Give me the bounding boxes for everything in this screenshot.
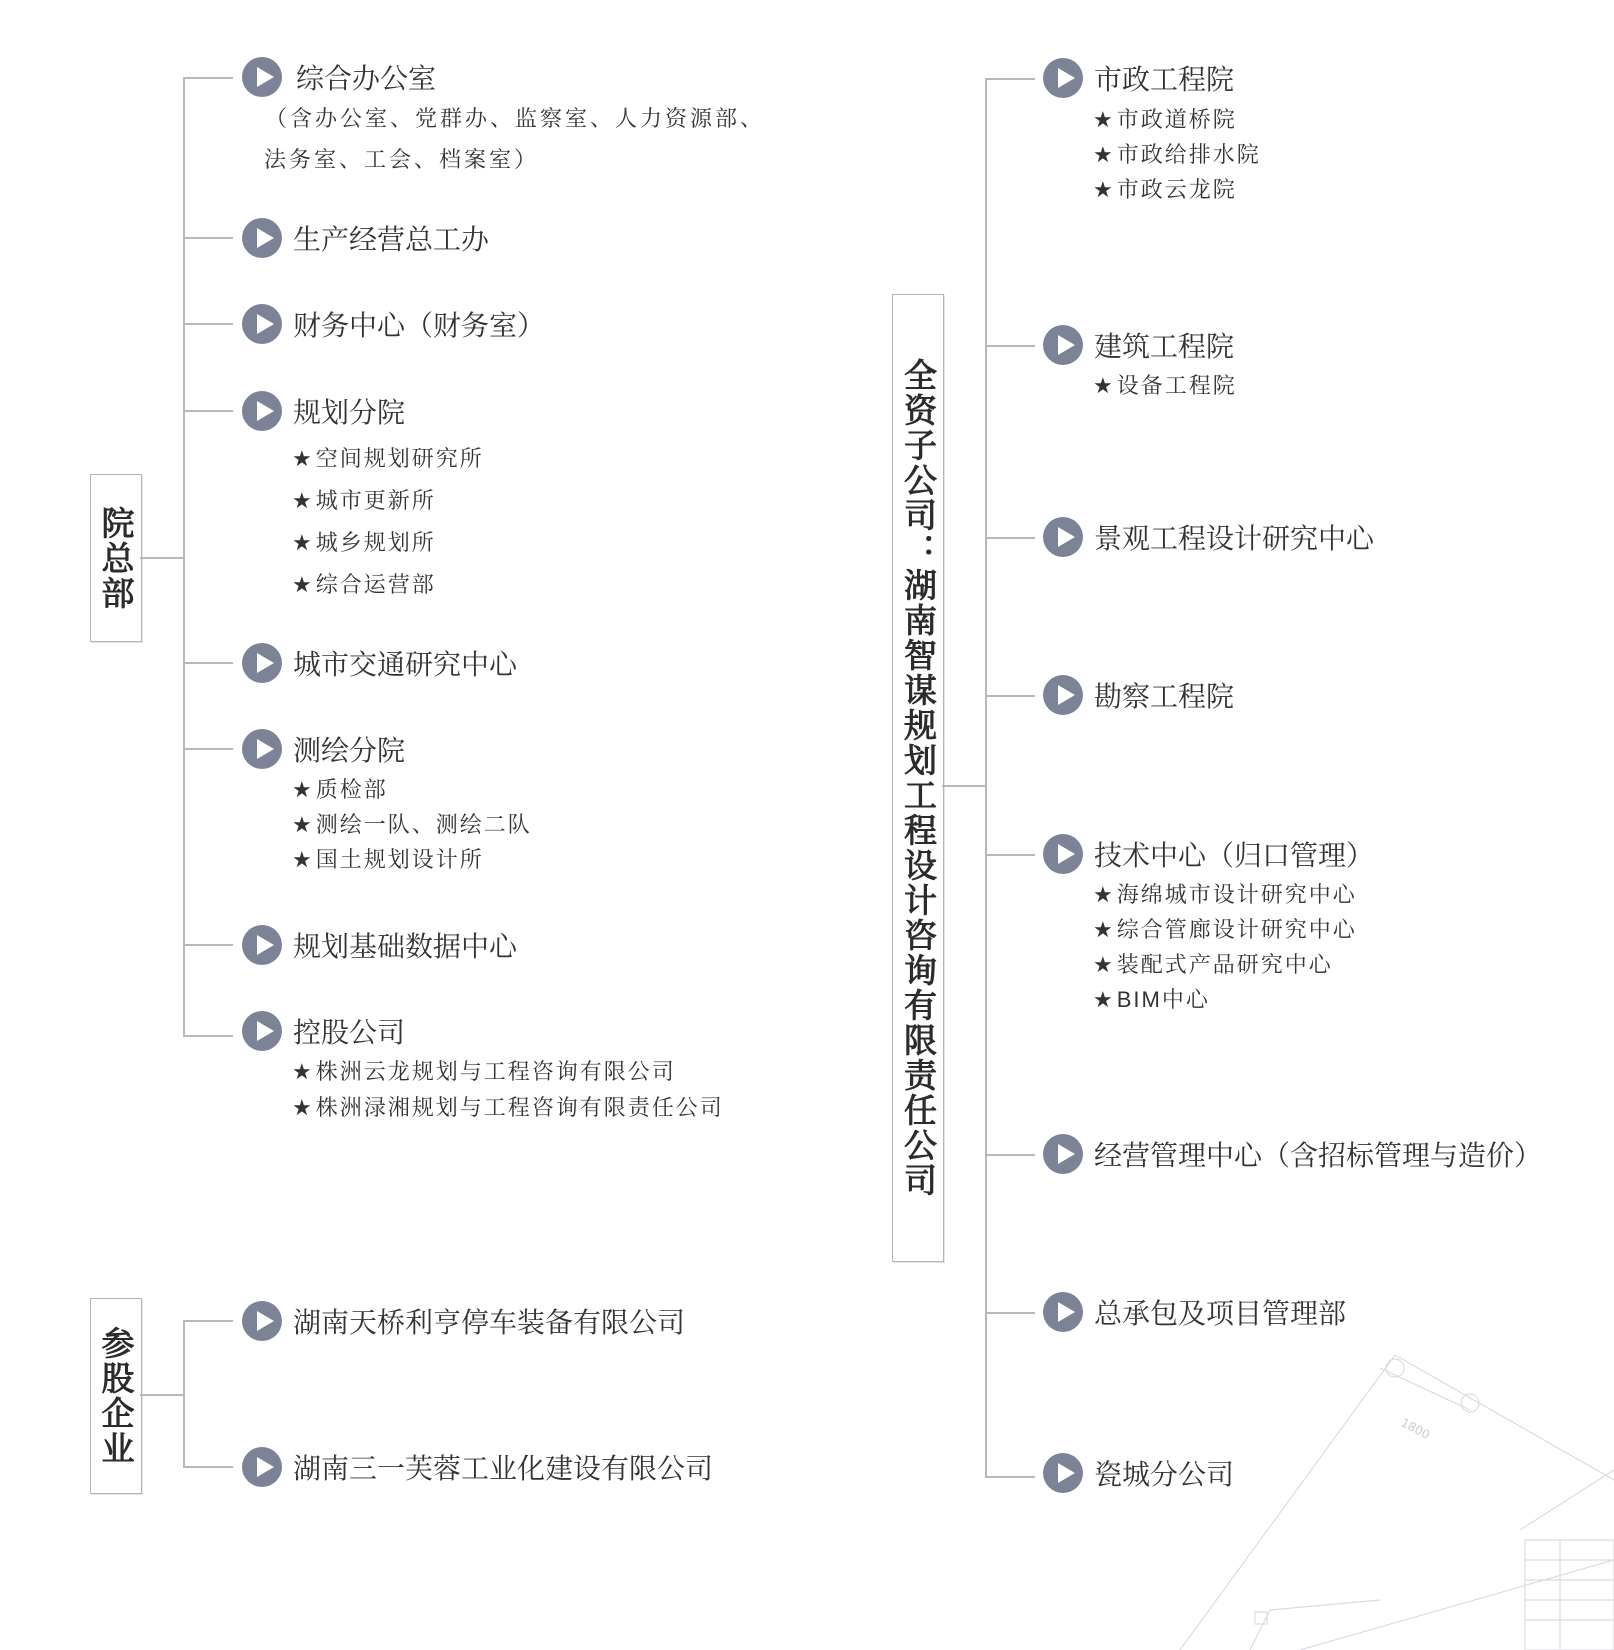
play-icon (1043, 675, 1083, 715)
play-icon (242, 643, 282, 683)
play-icon (1043, 834, 1083, 874)
unit-tianqiao-lihong (242, 1298, 685, 1344)
play-icon (1043, 58, 1083, 98)
unit-label: 城市交通研究中心 (293, 649, 518, 680)
play-icon (1043, 325, 1083, 365)
play-icon (242, 391, 282, 431)
group-headquarters: 院总部 (90, 474, 142, 642)
sub-unit: ★综合管廊设计研究中心 (1093, 917, 1357, 942)
play-icon (1043, 1292, 1083, 1332)
unit-label: 规划分院 (293, 397, 406, 428)
unit-label: 规划基础数据中心 (293, 931, 518, 962)
dimension-label: 1800 (1398, 1415, 1433, 1442)
star-icon: ★ (1093, 952, 1115, 977)
connector (985, 1154, 1035, 1156)
sub-unit: ★BIM中心 (1093, 987, 1210, 1012)
connector (183, 1320, 185, 1468)
unit-label: 控股公司 (293, 1017, 406, 1048)
play-icon (242, 1301, 282, 1341)
unit-survey-institute (1043, 672, 1234, 718)
unit-label: 经营管理中心（含招标管理与造价） (1094, 1140, 1543, 1171)
play-icon (1043, 1134, 1083, 1174)
unit-holding-companies (242, 1008, 724, 1126)
unit-label: 测绘分院 (293, 735, 406, 766)
sub-unit: ★装配式产品研究中心 (1093, 952, 1333, 977)
sub-unit: ★测绘一队、测绘二队 (292, 812, 532, 837)
connector (942, 785, 986, 787)
unit-cicheng-branch (1043, 1450, 1234, 1496)
connector (183, 77, 233, 79)
play-icon (1043, 1453, 1083, 1493)
play-icon (242, 1447, 282, 1487)
unit-label: 市政工程院 (1094, 64, 1235, 95)
star-icon: ★ (292, 572, 314, 597)
unit-data-center (242, 922, 517, 968)
connector (140, 557, 184, 559)
connector (183, 237, 233, 239)
group-shareholding: 参股企业 (90, 1298, 142, 1494)
unit-municipal-institute (1043, 55, 1261, 207)
connector (985, 695, 1035, 697)
star-icon: ★ (1093, 917, 1115, 942)
sub-unit: ★质检部 (292, 777, 388, 802)
unit-business-management (1043, 1131, 1542, 1177)
group-subsidiary: 全资子公司：湖南智谋规划工程设计咨询有限责任公司 (892, 294, 944, 1262)
play-icon (242, 925, 282, 965)
connector (985, 854, 1035, 856)
star-icon: ★ (1093, 373, 1115, 398)
connector (183, 323, 233, 325)
connector (183, 1320, 233, 1322)
star-icon: ★ (1093, 882, 1115, 907)
sub-unit: ★株洲云龙规划与工程咨询有限公司 (292, 1059, 676, 1084)
unit-label: 综合办公室 (296, 63, 437, 94)
unit-finance-center (242, 301, 545, 347)
unit-sany-furong (242, 1444, 713, 1490)
connector (985, 78, 1035, 80)
sub-unit: ★设备工程院 (1093, 373, 1237, 398)
connector (985, 345, 1035, 347)
sub-unit: ★空间规划研究所 (292, 446, 484, 471)
unit-note-line: （含办公室、党群办、监察室、人力资源部、 (265, 106, 766, 131)
unit-production-office (242, 215, 489, 261)
sub-unit: ★海绵城市设计研究中心 (1093, 882, 1357, 907)
play-icon (242, 218, 282, 258)
play-icon (242, 729, 282, 769)
connector (140, 1394, 184, 1396)
star-icon: ★ (292, 847, 314, 872)
unit-label: 湖南三一芙蓉工业化建设有限公司 (293, 1453, 714, 1484)
unit-label: 景观工程设计研究中心 (1094, 523, 1375, 554)
unit-epc-project-dept (1043, 1289, 1346, 1335)
unit-general-office (242, 54, 765, 180)
unit-transport-center (242, 640, 517, 686)
connector (183, 662, 233, 664)
play-icon (242, 57, 282, 97)
star-icon: ★ (1093, 177, 1115, 202)
connector (183, 1466, 233, 1468)
connector (985, 78, 987, 1478)
star-icon: ★ (292, 1059, 314, 1084)
sub-unit: ★城乡规划所 (292, 530, 436, 555)
connector (183, 748, 233, 750)
connector (183, 1035, 233, 1037)
unit-label: 总承包及项目管理部 (1094, 1298, 1347, 1329)
sub-unit: ★株洲渌湘规划与工程咨询有限责任公司 (292, 1095, 724, 1120)
unit-label: 建筑工程院 (1094, 331, 1235, 362)
star-icon: ★ (1093, 142, 1115, 167)
star-icon: ★ (292, 446, 314, 471)
star-icon: ★ (292, 488, 314, 513)
unit-landscape-center (1043, 514, 1374, 560)
unit-surveying-branch (242, 726, 532, 877)
star-icon: ★ (1093, 987, 1115, 1012)
connector (985, 537, 1035, 539)
unit-label: 生产经营总工办 (293, 224, 490, 255)
star-icon: ★ (292, 1095, 314, 1120)
connector (183, 77, 185, 1036)
unit-label: 勘察工程院 (1094, 681, 1235, 712)
play-icon (1043, 517, 1083, 557)
sub-unit: ★国土规划设计所 (292, 847, 484, 872)
star-icon: ★ (292, 530, 314, 555)
sub-unit: ★综合运营部 (292, 572, 436, 597)
unit-label: 技术中心（归口管理） (1094, 840, 1375, 871)
connector (183, 410, 233, 412)
play-icon (242, 304, 282, 344)
star-icon: ★ (1093, 107, 1115, 132)
unit-technology-center (1043, 831, 1374, 1017)
unit-architecture-institute (1043, 322, 1237, 403)
star-icon: ★ (292, 777, 314, 802)
unit-planning-branch (242, 388, 484, 606)
star-icon: ★ (292, 812, 314, 837)
connector (183, 944, 233, 946)
unit-note-line: 法务室、工会、档案室） (264, 147, 540, 172)
sub-unit: ★市政云龙院 (1093, 177, 1237, 202)
play-icon (242, 1011, 282, 1051)
unit-label: 湖南天桥利亨停车装备有限公司 (293, 1307, 686, 1338)
sub-unit: ★市政给排水院 (1093, 142, 1261, 167)
sub-unit: ★城市更新所 (292, 488, 436, 513)
unit-label: 财务中心（财务室） (293, 310, 546, 341)
sub-unit: ★市政道桥院 (1093, 107, 1237, 132)
connector (985, 1476, 1035, 1478)
unit-label: 瓷城分公司 (1094, 1459, 1235, 1490)
connector (985, 1312, 1035, 1314)
